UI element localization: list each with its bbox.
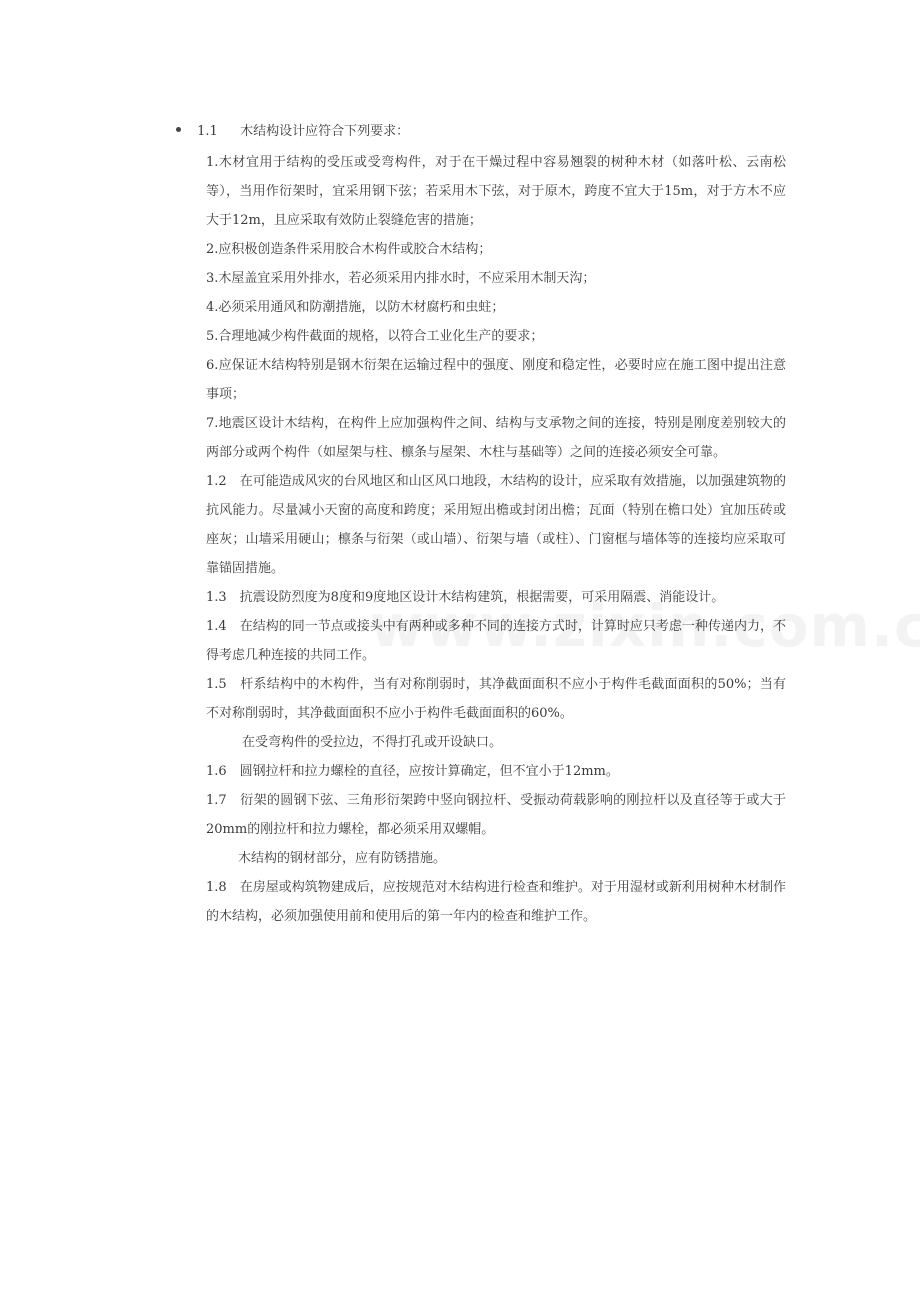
paragraph-item-1: 1.木材宜用于结构的受压或受弯构件，对于在干燥过程中容易翘裂的树种木材（如落叶松、云南松等），当用作衍架时，宜采用钢下弦；若采用木下弦，对于原木，跨度不宜大于15m，对于方木不应大于12m，且应采取有效防止裂缝危害的措施； <box>206 155 786 228</box>
bullet-dot <box>176 127 181 132</box>
paragraph-item-5: 5.合理地减少构件截面的规格，以符合工业化生产的要求； <box>206 329 544 344</box>
paragraph-note-rust-protection: 木结构的钢材部分，应有防锈措施。 <box>238 851 447 866</box>
paragraph-section-1-6: 1.6 圆钢拉杆和拉力螺栓的直径，应按计算确定，但不宜小于12mm。 <box>206 764 619 779</box>
paragraph-item-7: 7.地震区设计木结构，在构件上应加强构件之间、结构与支承物之间的连接，特别是刚度差别较大的两部分或两个构件（如屋架与柱、檩条与屋架、木柱与基础等）之间的连接必须安全可靠。 <box>206 416 786 460</box>
paragraph-section-1-8: 1.8 在房屋或构筑物建成后，应按规范对木结构进行检查和维护。对于用湿材或新利用树种木材制作的木结构，必须加强使用前和使用后的第一年内的检查和维护工作。 <box>206 880 786 924</box>
paragraph-section-1-3: 1.3 抗震设防烈度为8度和9度地区设计木结构建筑，根据需要，可采用隔震、消能设计。 <box>206 590 725 605</box>
paragraph-section-1-4: 1.4 在结构的同一节点或接头中有两种或多种不同的连接方式时，计算时应只考虑一种传递内力，不得考虑几种连接的共同工作。 <box>206 619 786 663</box>
paragraph-section-1-7: 1.7 衍架的圆钢下弦、三角形衍架跨中竖向钢拉杆、受振动荷载影响的刚拉杆以及直径等于或大于20mm的刚拉杆和拉力螺栓，都必须采用双螺帽。 <box>206 793 786 837</box>
document-body <box>206 148 786 931</box>
paragraph-section-1-5: 1.5 杆系结构中的木构件，当有对称削弱时，其净截面面积不应小于构件毛截面面积的50%；当有不对称削弱时，其净截面面积不应小于构件毛截面面积的60%。 <box>206 677 786 721</box>
paragraph-item-6: 6.应保证木结构特别是钢木衍架在运输过程中的强度、刚度和稳定性，必要时应在施工图中提出注意事项； <box>206 358 786 402</box>
paragraph-note-tension-side: 在受弯构件的受拉边，不得打孔或开设缺口。 <box>242 735 503 750</box>
heading-number: 1.1 <box>197 124 218 139</box>
paragraph-item-2: 2.应积极创造条件采用胶合木构件或胶合木结构； <box>206 242 492 257</box>
heading-title: 木结构设计应符合下列要求： <box>240 124 410 139</box>
paragraph-item-4: 4.必须采用通风和防潮措施，以防木材腐朽和虫蛀； <box>206 300 505 315</box>
section-heading <box>176 121 409 143</box>
paragraph-item-3: 3.木屋盖宜采用外排水，若必须采用内排水时，不应采用木制天沟； <box>206 271 596 286</box>
paragraph-section-1-2: 1.2 在可能造成风灾的台风地区和山区风口地段，木结构的设计，应采取有效措施，以加强建筑物的抗风能力。尽量减小天窗的高度和跨度；采用短出檐或封闭出檐；瓦面（特别在檐口处）宜加压砖或座灰；山墙采用硬山；檩条与衍架（或山墙）、衍架与墙（或柱）、门窗框与墙体等的连接均应采取可靠锚固措施。 <box>206 474 786 576</box>
